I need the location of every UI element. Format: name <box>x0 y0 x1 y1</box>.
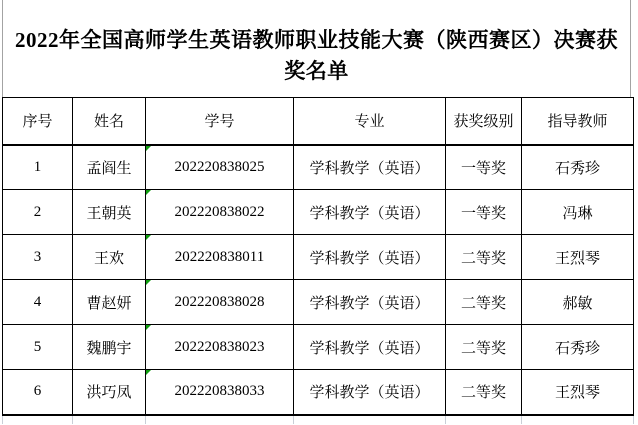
title-line-2: 奖名单 <box>284 59 349 83</box>
text-format-marker-icon <box>146 235 151 240</box>
header-name[interactable]: 姓名 <box>73 98 146 145</box>
awards-table <box>2 97 634 424</box>
text-format-marker-icon <box>146 280 151 285</box>
cell-major[interactable]: 学科教学（英语） <box>294 190 446 235</box>
header-student-id[interactable]: 学号 <box>146 98 294 145</box>
cell-no[interactable]: 6 <box>3 370 73 415</box>
empty-cell[interactable] <box>446 415 522 424</box>
cell-advisor[interactable]: 石秀珍 <box>522 145 634 190</box>
title-line-1: 2022年全国高师学生英语教师职业技能大赛（陕西赛区）决赛获 <box>15 28 618 52</box>
empty-cell[interactable] <box>3 415 73 424</box>
student-id-value: 202220838028 <box>174 293 265 310</box>
table-row <box>3 370 634 415</box>
cell-name[interactable]: 曹赵妍 <box>73 280 146 325</box>
cell-award-level[interactable]: 二等奖 <box>446 280 522 325</box>
cell-advisor[interactable]: 郝敏 <box>522 280 634 325</box>
cell-major[interactable]: 学科教学（英语） <box>294 325 446 370</box>
cell-no[interactable]: 5 <box>3 325 73 370</box>
table-row <box>3 190 634 235</box>
header-award-level[interactable]: 获奖级别 <box>446 98 522 145</box>
cell-major[interactable]: 学科教学（英语） <box>294 235 446 280</box>
cell-student-id[interactable] <box>146 235 294 280</box>
cell-student-id[interactable] <box>146 190 294 235</box>
cell-no[interactable]: 2 <box>3 190 73 235</box>
cell-advisor[interactable]: 石秀珍 <box>522 325 634 370</box>
cell-name[interactable]: 王欢 <box>73 235 146 280</box>
cell-major[interactable]: 学科教学（英语） <box>294 280 446 325</box>
table-header-row <box>3 98 634 145</box>
student-id-value: 202220838022 <box>174 203 265 220</box>
table-row <box>3 235 634 280</box>
header-advisor[interactable]: 指导教师 <box>522 98 634 145</box>
cell-name[interactable]: 孟阎生 <box>73 145 146 190</box>
cell-advisor[interactable]: 王烈琴 <box>522 235 634 280</box>
empty-cell[interactable] <box>522 415 634 424</box>
cell-award-level[interactable]: 二等奖 <box>446 235 522 280</box>
cell-student-id[interactable] <box>146 145 294 190</box>
cell-advisor[interactable]: 王烈琴 <box>522 370 634 415</box>
next-empty-row-partial <box>3 415 634 424</box>
cell-major[interactable]: 学科教学（英语） <box>294 145 446 190</box>
cell-award-level[interactable]: 二等奖 <box>446 325 522 370</box>
cell-no[interactable]: 4 <box>3 280 73 325</box>
empty-cell[interactable] <box>146 415 294 424</box>
cell-advisor[interactable]: 冯琳 <box>522 190 634 235</box>
cell-no[interactable]: 3 <box>3 235 73 280</box>
cell-name[interactable]: 魏鹏宇 <box>73 325 146 370</box>
cell-no[interactable]: 1 <box>3 145 73 190</box>
text-format-marker-icon <box>146 370 151 375</box>
cell-name[interactable]: 洪巧凤 <box>73 370 146 415</box>
cell-student-id[interactable] <box>146 325 294 370</box>
cell-award-level[interactable]: 一等奖 <box>446 145 522 190</box>
table-row <box>3 145 634 190</box>
cell-award-level[interactable]: 一等奖 <box>446 190 522 235</box>
empty-cell[interactable] <box>73 415 146 424</box>
text-format-marker-icon <box>146 146 151 151</box>
cell-name[interactable]: 王朝英 <box>73 190 146 235</box>
empty-cell[interactable] <box>294 415 446 424</box>
cell-major[interactable]: 学科教学（英语） <box>294 370 446 415</box>
text-format-marker-icon <box>146 325 151 330</box>
table-row <box>3 325 634 370</box>
text-format-marker-icon <box>146 190 151 195</box>
header-no[interactable]: 序号 <box>3 98 73 145</box>
cell-student-id[interactable] <box>146 370 294 415</box>
document-title-cell[interactable] <box>2 0 631 97</box>
header-major[interactable]: 专业 <box>294 98 446 145</box>
student-id-value: 202220838011 <box>174 248 265 265</box>
student-id-value: 202220838023 <box>174 338 265 355</box>
student-id-value: 202220838025 <box>174 158 265 175</box>
student-id-value: 202220838033 <box>174 383 265 400</box>
table-row <box>3 280 634 325</box>
cell-award-level[interactable]: 二等奖 <box>446 370 522 415</box>
cell-student-id[interactable] <box>146 280 294 325</box>
